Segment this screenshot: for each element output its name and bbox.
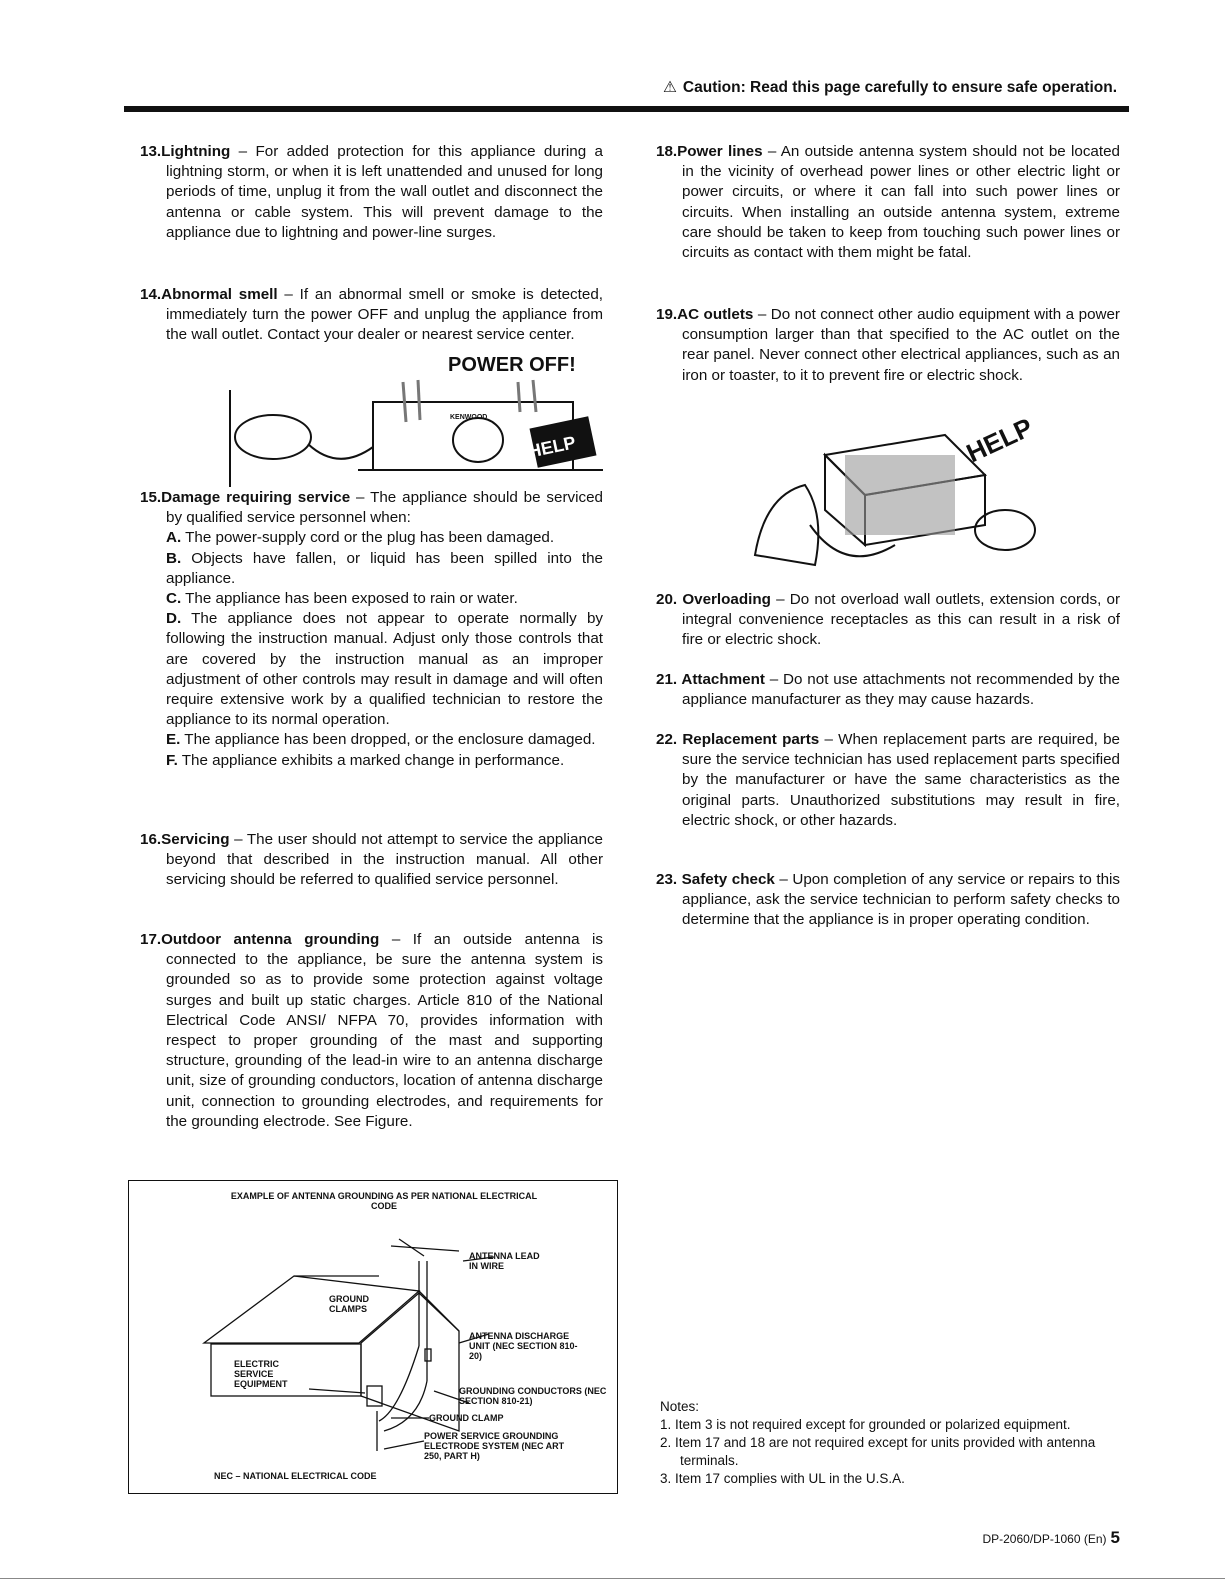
- notes-title: Notes:: [660, 1399, 700, 1414]
- item-15-damage-requiring-service: [140, 488, 603, 771]
- item-body: – If an outside antenna is connected to the appliance, be sure the antenna system is grounded so as to provide some protection against voltage surges and built up static charges. Article 810 of the National Electrical Code ANSI/ NFPA 70, provides information with respect to proper grounding of the mast and supporting structure, grounding of the lead-in wire to an antenna discharge unit, size of grounding conductors, location of antenna discharge unit, connection to grounding electrodes, and requirements for the grounding electrode. See Figure.: [166, 931, 603, 1130]
- item-heading: 22. Replacement parts: [656, 731, 820, 748]
- sub-key: E.: [166, 731, 181, 749]
- item-heading: 14.Abnormal smell: [140, 286, 278, 303]
- sub-key: A.: [166, 529, 182, 547]
- help-sign: HELP: [961, 411, 1038, 469]
- sub-key: D.: [166, 610, 182, 628]
- label-antenna-lead-in-wire: ANTENNA LEAD IN WIRE: [469, 1251, 540, 1271]
- item-body: – An outside antenna system should not be located in the vicinity of overhead power lines or other electric light or power circuits, or where it can fall into such power lines or circuits. When installing an outside antenna system, extreme care should be taken to keep from touching such power lines or circuits as contact with them might be fatal.: [682, 143, 1120, 262]
- item-body: – For added protection for this appliance during a lightning storm, or when it is left unattended and unused for long periods of time, unplug it from the wall outlet and disconnect the antenna or cable system. This will prevent damage to the appliance due to lightning and power-line surges.: [166, 143, 603, 241]
- item-13-lightning: [140, 142, 603, 243]
- sub-text: Objects have fallen, or liquid has been spilled into the appliance.: [166, 549, 603, 587]
- item-16-servicing: [140, 830, 603, 891]
- kenwood-logo: KENWOOD: [450, 414, 488, 421]
- item-heading: 23. Safety check: [656, 871, 775, 888]
- note-item: 3. Item 17 complies with UL in the U.S.A.: [660, 1471, 905, 1486]
- item-21-attachment: [656, 670, 1120, 710]
- caution-text: Caution: Read this page carefully to ensure safe operation.: [682, 79, 1117, 96]
- label-antenna-discharge-unit: ANTENNA DISCHARGE UNIT (NEC SECTION 810-20): [469, 1331, 578, 1361]
- item-body: – The user should not attempt to service the appliance beyond that described in the instruction manual. All other servicing should be referred to qualified service personnel.: [166, 831, 603, 889]
- sub-key: B.: [166, 549, 182, 567]
- sub-item-a: [166, 528, 603, 548]
- item-heading: 19.AC outlets: [656, 306, 754, 323]
- label-electric-service-equipment: ELECTRIC SERVICE EQUIPMENT: [234, 1359, 288, 1389]
- sub-text: The appliance does not appear to operate normally by following the instruction manual. Adjust only those controls that are covered by the instruction manual as an improper adjustment of other controls may result in damage and will often require extensive work by a qualified technician to restore the appliance to its normal operation.: [166, 610, 603, 729]
- power-off-caption: POWER OFF!: [448, 354, 576, 376]
- page-number: 5: [1110, 1528, 1120, 1547]
- sub-text: The appliance has been exposed to rain or water.: [181, 590, 518, 608]
- item-heading: 20. Overloading: [656, 591, 771, 608]
- item-19-ac-outlets: [656, 305, 1120, 386]
- item-23-safety-check: [656, 870, 1120, 931]
- sub-key: F.: [166, 751, 178, 769]
- item-20-overloading: [656, 590, 1120, 651]
- label-grounding-conductors: GROUNDING CONDUCTORS (NEC SECTION 810-21): [459, 1386, 607, 1406]
- item-body: – The appliance should be serviced by qualified service personnel when:: [166, 489, 603, 527]
- label-ground-clamps: GROUND CLAMPS: [329, 1294, 369, 1314]
- header-rule: [124, 106, 1129, 112]
- bottom-edge-line: [0, 1578, 1225, 1579]
- item-body: – Do not overload wall outlets, extension cords, or integral convenience receptacles as this can result in a risk of fire or electric shock.: [682, 591, 1120, 649]
- overloaded-outlet-illustration: [735, 411, 1045, 585]
- power-off-illustration: [228, 352, 608, 487]
- diagram-title: EXAMPLE OF ANTENNA GROUNDING AS PER NATIONAL ELECTRICAL CODE: [230, 1191, 538, 1211]
- item-heading: 13.Lightning: [140, 143, 231, 160]
- page-footer: [982, 1528, 1120, 1548]
- model-number: DP-2060/DP-1060 (En): [982, 1532, 1107, 1546]
- sub-item-f: [166, 751, 603, 771]
- item-heading: 15.Damage requiring service: [140, 489, 351, 506]
- item-body: – Upon completion of any service or repairs to this appliance, ask the service technician to perform safety checks to determine that the appliance is in proper operating condition.: [682, 871, 1120, 929]
- item-body: – If an abnormal smell or smoke is detected, immediately turn the power OFF and unplug the appliance from the wall outlet. Contact your dealer or nearest service center.: [166, 286, 603, 344]
- label-power-service-grounding: POWER SERVICE GROUNDING ELECTRODE SYSTEM (NEC ART 250, PART H): [424, 1431, 565, 1461]
- sub-key: C.: [166, 590, 182, 608]
- help-sign: HELP: [526, 432, 578, 462]
- item-22-replacement-parts: [656, 730, 1120, 831]
- item-body: – When replacement parts are required, be sure the service technician has used replacement parts specified by the manufacturer or have the same characteristics as the original parts. Unauthorized substitutions may result in fire, electric shock, or other hazards.: [682, 731, 1120, 829]
- caution-header: [663, 78, 1117, 97]
- item-body: – Do not use attachments not recommended by the appliance manufacturer as they may cause hazards.: [682, 671, 1121, 709]
- label-ground-clamp: GROUND CLAMP: [429, 1413, 504, 1423]
- item-heading: 21. Attachment: [656, 671, 765, 688]
- note-item: 2. Item 17 and 18 are not required except for units provided with antenna terminals.: [660, 1435, 1096, 1468]
- sub-item-c: [166, 589, 603, 609]
- notes-section: [660, 1398, 1125, 1488]
- warning-triangle-icon: ⚠: [663, 79, 677, 96]
- item-heading: 18.Power lines: [656, 143, 763, 160]
- sub-text: The power-supply cord or the plug has been damaged.: [181, 529, 555, 547]
- sub-item-b: [166, 549, 603, 589]
- item-heading: 17.Outdoor antenna grounding: [140, 931, 380, 948]
- item-body: – Do not connect other audio equipment with a power consumption larger than that specified to the AC outlet on the rear panel. Never connect other electrical appliances, such as an iron or toaster, to it to prevent fire or electric shock.: [682, 306, 1120, 384]
- diagram-footnote: NEC – NATIONAL ELECTRICAL CODE: [214, 1471, 377, 1481]
- sub-text: The appliance has been dropped, or the enclosure damaged.: [180, 731, 596, 749]
- antenna-grounding-diagram: [128, 1180, 618, 1494]
- sub-item-d: [166, 609, 603, 730]
- item-heading: 16.Servicing: [140, 831, 230, 848]
- sub-text: The appliance exhibits a marked change in performance.: [177, 751, 565, 769]
- sub-item-e: [166, 730, 603, 750]
- item-14-abnormal-smell: [140, 285, 603, 346]
- note-item: 1. Item 3 is not required except for grounded or polarized equipment.: [660, 1417, 1071, 1432]
- item-18-power-lines: [656, 142, 1120, 263]
- item-17-outdoor-antenna-grounding: [140, 930, 603, 1132]
